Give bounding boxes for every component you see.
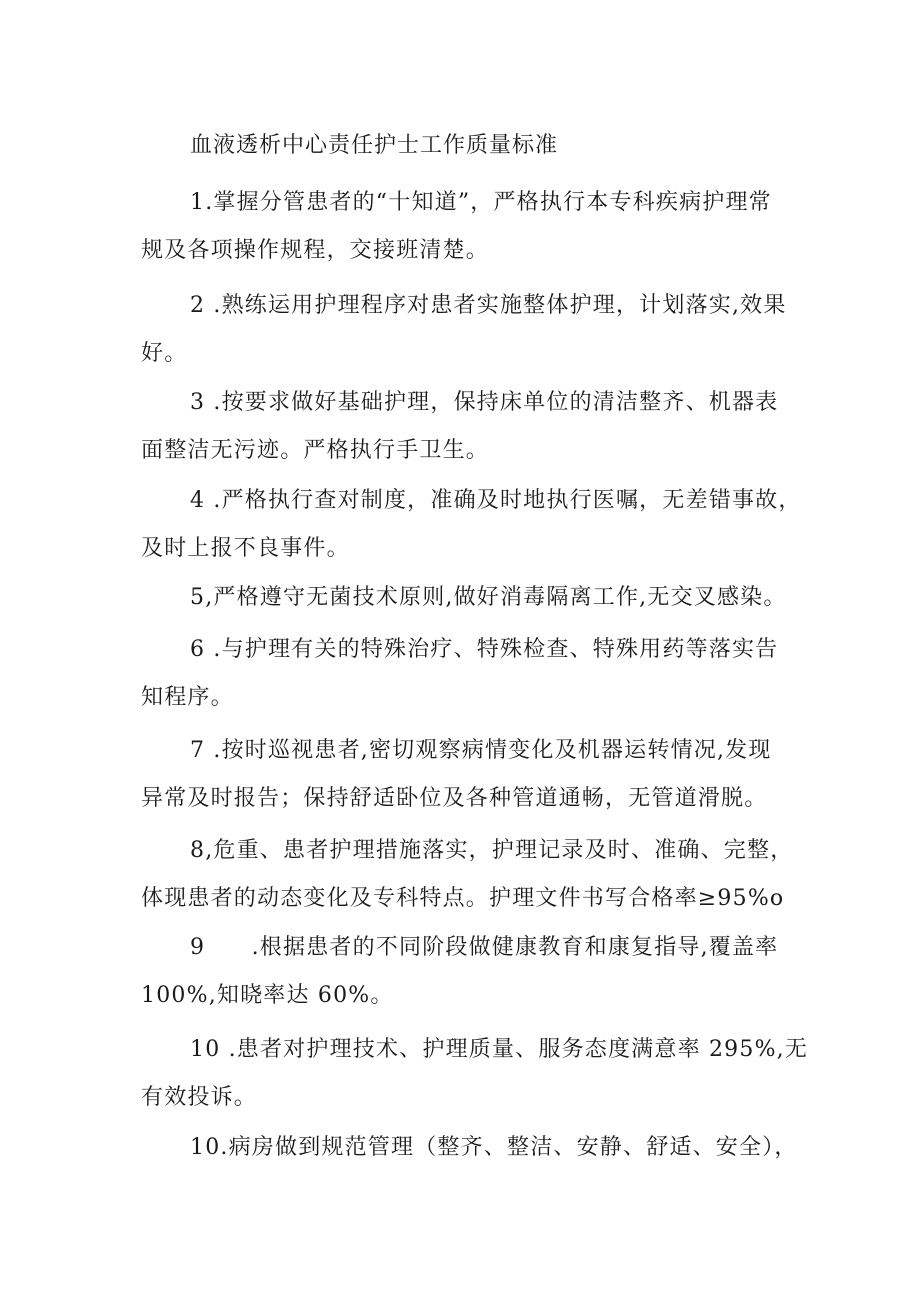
text-line-7: 4 .严格执行查对制度，准确及时地执行医嘱，无差错事故， [190,488,802,513]
text-line-17: 100%,知晓率达 60%。 [141,983,394,1008]
text-line-10: 6 .与护理有关的特殊治疗、特殊检查、特殊用药等落实告 [190,637,779,662]
text-line-4: 好。 [141,341,188,366]
text-line-3: 2 .熟练运用护理程序对患者实施整体护理，计划落实,效果 [190,293,787,318]
text-line-9: 5,严格遵守无菌技术原则,做好消毒隔离工作,无交叉感染。 [190,585,787,610]
text-line-5: 3 .按要求做好基础护理，保持床单位的清洁整齐、机器表 [190,390,779,415]
text-line-6: 面整洁无污迹。严格执行手卫生。 [141,438,490,463]
text-line-12: 7 .按时巡视患者,密切观察病情变化及机器运转情况,发现 [190,738,772,763]
text-line-11: 知程序。 [141,685,234,710]
text-line-1: 1.掌握分管患者的“十知道”，严格执行本专科疾病护理常 [190,190,772,215]
document-title: 血液透析中心责任护士工作质量标准 [190,133,559,158]
text-line-13: 异常及时报告；保持舒适卧位及各种管道通畅，无管道滑脱。 [141,786,768,811]
text-line-15: 体现患者的动态变化及专科特点。护理文件书写合格率≥95%o [141,886,785,911]
text-line-2: 规及各项操作规程，交接班清楚。 [141,238,490,263]
text-line-18: 10 .患者对护理技术、护理质量、服务态度满意率 295%,无 [190,1037,809,1062]
text-line-16: 9 .根据患者的不同阶段做健康教育和康复指导,覆盖率 [190,935,779,960]
text-line-20: 10.病房做到规范管理（整齐、整洁、安静、舒适、安全）， [190,1135,798,1160]
text-line-14: 8,危重、患者护理措施落实，护理记录及时、准确、完整， [190,838,794,863]
text-line-8: 及时上报不良事件。 [141,536,350,561]
text-line-19: 有效投诉。 [141,1085,258,1110]
